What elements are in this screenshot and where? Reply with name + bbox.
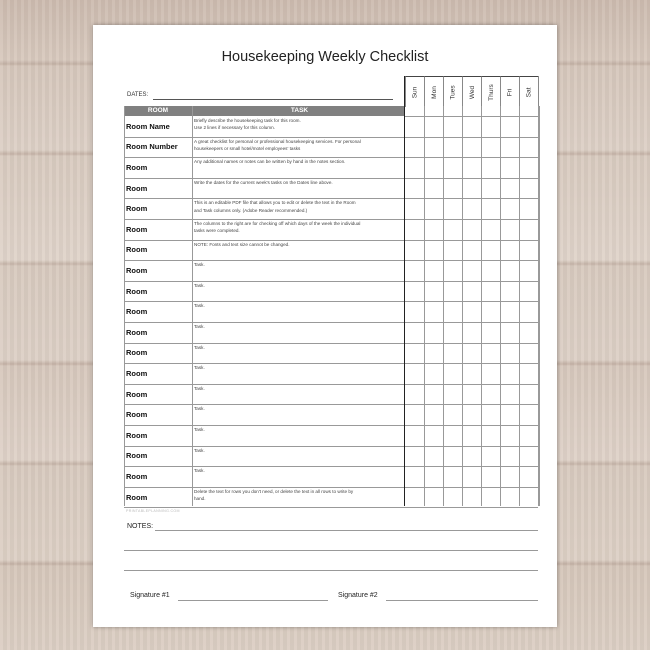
day-checkbox[interactable] <box>481 116 500 137</box>
day-checkbox[interactable] <box>500 116 519 137</box>
table-row <box>124 384 538 406</box>
day-checkbox[interactable] <box>481 240 500 261</box>
day-checkbox[interactable] <box>500 487 519 508</box>
day-checkbox[interactable] <box>500 425 519 446</box>
day-checkbox[interactable] <box>462 157 481 178</box>
day-checkbox[interactable] <box>500 178 519 199</box>
day-checkbox[interactable] <box>405 343 424 364</box>
task-cell[interactable]: This is an editable PDF file that allows you to edit or delete the text in the Room and Task columns only. (Adobe Reader recommended.) <box>194 200 356 213</box>
task-cell[interactable]: Task. <box>194 406 205 412</box>
room-cell[interactable]: Room <box>126 224 148 234</box>
day-header-tues <box>443 76 462 107</box>
day-checkbox[interactable] <box>519 240 538 261</box>
day-checkbox[interactable] <box>424 116 443 137</box>
day-checkbox[interactable] <box>462 198 481 219</box>
day-checkbox[interactable] <box>405 260 424 281</box>
notes-line[interactable] <box>124 570 538 571</box>
day-checkbox[interactable] <box>500 343 519 364</box>
day-checkbox[interactable] <box>481 281 500 302</box>
day-checkbox[interactable] <box>443 446 462 467</box>
room-cell[interactable]: Room <box>126 430 148 440</box>
task-cell[interactable]: Delete the text for rows you don't need, or delete the text in all rows to write by hand. <box>194 488 354 501</box>
table-row <box>124 487 538 509</box>
day-column-divider <box>424 106 425 506</box>
day-label: Mon <box>430 85 438 99</box>
day-checkbox[interactable] <box>443 487 462 508</box>
day-checkbox[interactable] <box>481 363 500 384</box>
day-checkbox[interactable] <box>519 446 538 467</box>
table-row <box>124 343 538 365</box>
day-checkbox[interactable] <box>519 363 538 384</box>
table-row <box>124 240 538 262</box>
day-checkbox[interactable] <box>462 178 481 199</box>
room-cell[interactable]: Room <box>126 451 148 461</box>
day-checkbox[interactable] <box>405 487 424 508</box>
day-label: Fri <box>506 88 514 96</box>
day-checkbox[interactable] <box>405 446 424 467</box>
watermark: PRINTABLEPLANNING.COM <box>126 509 180 513</box>
task-cell[interactable]: Any additional names or notes can be written by hand in the notes section. <box>194 159 346 165</box>
day-checkbox[interactable] <box>443 466 462 487</box>
room-cell[interactable]: Room <box>126 368 148 378</box>
day-checkbox[interactable] <box>424 363 443 384</box>
room-cell[interactable]: Room <box>126 492 148 502</box>
day-checkbox[interactable] <box>462 219 481 240</box>
task-cell[interactable]: The columns to the right are for checking off which days of the week the individual tasks were completed. <box>194 221 361 234</box>
room-cell[interactable]: Room <box>126 204 148 214</box>
table-row <box>124 260 538 282</box>
room-cell[interactable]: Room Number <box>126 142 178 152</box>
task-cell[interactable]: Task. <box>194 385 205 391</box>
day-checkbox[interactable] <box>462 260 481 281</box>
room-cell[interactable]: Room <box>126 183 148 193</box>
room-cell[interactable]: Room <box>126 307 148 317</box>
table-row <box>124 137 538 159</box>
day-checkbox[interactable] <box>519 384 538 405</box>
day-checkbox[interactable] <box>462 343 481 364</box>
day-checkbox[interactable] <box>481 157 500 178</box>
day-checkbox[interactable] <box>500 219 519 240</box>
days-divider <box>404 76 405 506</box>
day-checkbox[interactable] <box>443 281 462 302</box>
day-label: Tues <box>449 84 457 100</box>
notes-label: NOTES: <box>127 523 154 530</box>
day-checkbox[interactable] <box>424 322 443 343</box>
day-checkbox[interactable] <box>481 198 500 219</box>
day-checkbox[interactable] <box>443 343 462 364</box>
day-checkbox[interactable] <box>500 157 519 178</box>
day-checkbox[interactable] <box>424 157 443 178</box>
day-checkbox[interactable] <box>443 240 462 261</box>
day-checkbox[interactable] <box>443 301 462 322</box>
day-checkbox[interactable] <box>481 219 500 240</box>
day-checkbox[interactable] <box>462 322 481 343</box>
task-column-header: TASK <box>192 106 406 116</box>
day-checkbox[interactable] <box>405 363 424 384</box>
day-checkbox[interactable] <box>462 116 481 137</box>
day-checkbox[interactable] <box>443 219 462 240</box>
day-header-sun <box>405 76 424 107</box>
day-checkbox[interactable] <box>519 198 538 219</box>
room-cell[interactable]: Room <box>126 245 148 255</box>
day-checkbox[interactable] <box>405 466 424 487</box>
day-checkbox[interactable] <box>500 301 519 322</box>
day-checkbox[interactable] <box>481 260 500 281</box>
day-checkbox[interactable] <box>405 157 424 178</box>
day-checkbox[interactable] <box>519 466 538 487</box>
day-checkbox[interactable] <box>500 466 519 487</box>
day-checkbox[interactable] <box>443 137 462 158</box>
day-checkbox[interactable] <box>462 487 481 508</box>
task-cell[interactable]: Task. <box>194 303 205 309</box>
table-row <box>124 219 538 241</box>
day-checkbox[interactable] <box>443 322 462 343</box>
day-checkbox[interactable] <box>443 425 462 446</box>
room-cell[interactable]: Room Name <box>126 121 170 131</box>
day-checkbox[interactable] <box>424 425 443 446</box>
day-header-mon <box>424 76 443 107</box>
table-row <box>124 466 538 488</box>
table-row <box>124 178 538 200</box>
day-checkbox[interactable] <box>424 240 443 261</box>
day-checkbox[interactable] <box>481 178 500 199</box>
notes-line[interactable] <box>124 550 538 551</box>
day-checkbox[interactable] <box>424 301 443 322</box>
day-column-divider <box>538 106 539 506</box>
day-checkbox[interactable] <box>443 260 462 281</box>
day-label: Wed <box>468 85 476 99</box>
day-checkbox[interactable] <box>443 384 462 405</box>
table-row <box>124 281 538 303</box>
day-checkbox[interactable] <box>481 343 500 364</box>
task-cell[interactable]: Briefly describe the housekeeping task for this room. Use 2 lines if necessary for this column. <box>194 118 301 131</box>
day-checkbox[interactable] <box>405 198 424 219</box>
day-column-divider <box>462 106 463 506</box>
table-row <box>124 301 538 323</box>
day-checkbox[interactable] <box>424 404 443 425</box>
room-cell[interactable]: Room <box>126 471 148 481</box>
room-cell[interactable]: Room <box>126 265 148 275</box>
day-checkbox[interactable] <box>424 487 443 508</box>
task-cell[interactable]: NOTE: Fonts and text size cannot be changed. <box>194 241 290 247</box>
column-divider <box>192 106 193 506</box>
room-cell[interactable]: Room <box>126 162 148 172</box>
task-cell[interactable]: Task. <box>194 447 205 453</box>
day-checkbox[interactable] <box>443 157 462 178</box>
day-checkbox[interactable] <box>462 301 481 322</box>
checklist-page <box>93 25 557 627</box>
day-checkbox[interactable] <box>519 157 538 178</box>
day-checkbox[interactable] <box>405 384 424 405</box>
day-checkbox[interactable] <box>424 219 443 240</box>
day-checkbox[interactable] <box>462 425 481 446</box>
day-checkbox[interactable] <box>500 404 519 425</box>
checklist-table <box>124 76 538 506</box>
day-checkbox[interactable] <box>519 322 538 343</box>
day-checkbox[interactable] <box>481 487 500 508</box>
day-label: Sat <box>525 87 533 97</box>
day-checkbox[interactable] <box>481 466 500 487</box>
day-checkbox[interactable] <box>500 446 519 467</box>
task-cell[interactable]: Write the dates for the current week's tasks on the Dates line above. <box>194 179 333 185</box>
table-row <box>124 404 538 426</box>
day-checkbox[interactable] <box>519 425 538 446</box>
day-checkbox[interactable] <box>519 260 538 281</box>
day-checkbox[interactable] <box>443 116 462 137</box>
room-cell[interactable]: Room <box>126 286 148 296</box>
day-checkbox[interactable] <box>405 281 424 302</box>
day-checkbox[interactable] <box>462 240 481 261</box>
day-checkbox[interactable] <box>462 384 481 405</box>
day-checkbox[interactable] <box>424 343 443 364</box>
day-checkbox[interactable] <box>481 384 500 405</box>
day-checkbox[interactable] <box>500 322 519 343</box>
signature2-label: Signature #2 <box>338 592 378 599</box>
table-row <box>124 446 538 468</box>
day-checkbox[interactable] <box>424 466 443 487</box>
day-checkbox[interactable] <box>519 404 538 425</box>
table-row <box>124 198 538 220</box>
day-checkbox[interactable] <box>443 404 462 425</box>
day-checkbox[interactable] <box>405 219 424 240</box>
task-cell[interactable]: Task. <box>194 344 205 350</box>
day-checkbox[interactable] <box>519 178 538 199</box>
signature1-label: Signature #1 <box>130 592 170 599</box>
table-row <box>124 322 538 344</box>
day-checkbox[interactable] <box>443 178 462 199</box>
day-checkbox[interactable] <box>519 281 538 302</box>
table-row <box>124 157 538 179</box>
dates-label: DATES: <box>127 92 149 98</box>
day-checkbox[interactable] <box>405 404 424 425</box>
room-cell[interactable]: Room <box>126 389 148 399</box>
room-cell[interactable]: Room <box>126 348 148 358</box>
task-cell[interactable]: A great checklist for personal or professional housekeeping services. For personal housekeepers or small hotel/motel employees' tasks <box>194 138 361 151</box>
task-cell[interactable]: Task. <box>194 427 205 432</box>
day-checkbox[interactable] <box>481 446 500 467</box>
room-column-header: ROOM <box>147 107 169 114</box>
day-checkbox[interactable] <box>405 240 424 261</box>
page-title: Housekeeping Weekly Checklist <box>221 49 429 65</box>
day-checkbox[interactable] <box>462 281 481 302</box>
task-cell[interactable]: Task. <box>194 262 205 268</box>
day-checkbox[interactable] <box>519 219 538 240</box>
day-column-divider <box>443 106 444 506</box>
day-checkbox[interactable] <box>500 260 519 281</box>
day-checkbox[interactable] <box>519 343 538 364</box>
task-cell[interactable]: Task. <box>194 324 205 329</box>
table-row <box>124 425 538 447</box>
day-header-thurs <box>481 76 500 107</box>
day-checkbox[interactable] <box>405 322 424 343</box>
day-checkbox[interactable] <box>424 198 443 219</box>
signature2-line[interactable] <box>386 600 538 601</box>
day-checkbox[interactable] <box>481 137 500 158</box>
task-cell[interactable]: Task. <box>194 468 205 474</box>
day-checkbox[interactable] <box>462 466 481 487</box>
task-cell[interactable]: Task. <box>194 365 205 371</box>
notes-line[interactable] <box>155 530 538 531</box>
day-header-wed <box>462 76 481 107</box>
day-checkbox[interactable] <box>500 240 519 261</box>
day-checkbox[interactable] <box>462 137 481 158</box>
day-checkbox[interactable] <box>481 322 500 343</box>
day-checkbox[interactable] <box>443 198 462 219</box>
day-checkbox[interactable] <box>424 260 443 281</box>
day-checkbox[interactable] <box>424 384 443 405</box>
day-checkbox[interactable] <box>500 363 519 384</box>
day-checkbox[interactable] <box>481 404 500 425</box>
signature1-line[interactable] <box>178 600 328 601</box>
day-checkbox[interactable] <box>424 281 443 302</box>
task-cell[interactable]: Task. <box>194 282 205 288</box>
day-checkbox[interactable] <box>481 301 500 322</box>
day-label: Sun <box>411 86 419 98</box>
day-checkbox[interactable] <box>405 425 424 446</box>
day-checkbox[interactable] <box>462 363 481 384</box>
day-column-divider <box>500 106 501 506</box>
day-checkbox[interactable] <box>500 137 519 158</box>
day-checkbox[interactable] <box>443 363 462 384</box>
day-column-divider <box>481 106 482 506</box>
table-row <box>124 363 538 385</box>
day-checkbox[interactable] <box>405 178 424 199</box>
day-checkbox[interactable] <box>519 487 538 508</box>
day-label: Thurs <box>487 83 495 101</box>
day-checkbox[interactable] <box>424 137 443 158</box>
table-row <box>124 116 538 138</box>
day-checkbox[interactable] <box>405 116 424 137</box>
day-checkbox[interactable] <box>519 116 538 137</box>
day-checkbox[interactable] <box>519 137 538 158</box>
day-checkbox[interactable] <box>481 425 500 446</box>
day-checkbox[interactable] <box>519 301 538 322</box>
day-checkbox[interactable] <box>500 198 519 219</box>
day-checkbox[interactable] <box>405 137 424 158</box>
day-checkbox[interactable] <box>500 384 519 405</box>
day-checkbox[interactable] <box>500 281 519 302</box>
day-checkbox[interactable] <box>462 404 481 425</box>
day-header-sat <box>519 76 538 107</box>
room-cell[interactable]: Room <box>126 327 148 337</box>
day-header-fri <box>500 76 519 107</box>
room-cell[interactable]: Room <box>126 410 148 420</box>
day-checkbox[interactable] <box>424 178 443 199</box>
day-checkbox[interactable] <box>462 446 481 467</box>
day-column-divider <box>519 106 520 506</box>
day-checkbox[interactable] <box>424 446 443 467</box>
day-checkbox[interactable] <box>405 301 424 322</box>
